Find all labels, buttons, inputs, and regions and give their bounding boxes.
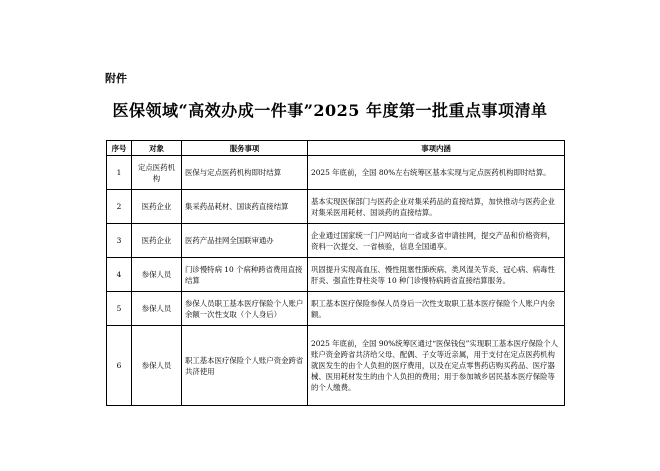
key-items-table (106, 140, 565, 406)
row-object: 定点医药机构 (132, 156, 182, 190)
row-content: 职工基本医疗保险参保人员身后一次性支取职工基本医疗保险个人账户内余额。 (308, 292, 565, 326)
attachment-label: 附件 (105, 72, 127, 85)
row-service: 门诊慢特病 10 个病种跨省费用直接结算 (182, 258, 308, 292)
row-object: 医药企业 (132, 224, 182, 258)
header-no: 序号 (107, 141, 132, 156)
row-no: 1 (107, 156, 132, 190)
table-row (107, 326, 565, 406)
table-row (107, 224, 565, 258)
table-row (107, 190, 565, 224)
row-no: 2 (107, 190, 132, 224)
row-content: 2025 年底前，全国 80%左右统筹区基本实现与定点医药机构即时结算。 (308, 156, 565, 190)
table-row (107, 292, 565, 326)
row-content: 2025 年底前，全国 90%统筹区通过“医保钱包”实现职工基本医疗保险个人账户资金跨省共济给父母、配偶、子女等近亲属，用于支付在定点医药机构就医发生的由个人负担的医疗费用，以及在定点零售药店购买药品、医疗器械、医用耗材发生的由个人负担的费用；用于参加城乡居民基本医疗保险等的个人缴费。 (308, 326, 565, 406)
table-row (107, 258, 565, 292)
row-service: 参保人员职工基本医疗保险个人账户余额一次性支取（个人身后） (182, 292, 308, 326)
row-service: 职工基本医疗保险个人账户资金跨省共济使用 (182, 326, 308, 406)
row-object: 参保人员 (132, 258, 182, 292)
row-no: 6 (107, 326, 132, 406)
row-object: 参保人员 (132, 292, 182, 326)
row-content: 企业通过国家统一门户网站向一省或多省申请挂网，提交产品和价格资料，资料一次提交、一省核验，信息全国通享。 (308, 224, 565, 258)
row-content: 基本实现医保部门与医药企业对集采药品的直接结算，加快推动与医药企业对集采医用耗材、国谈药的直接结算。 (308, 190, 565, 224)
row-service: 医保与定点医药机构即时结算 (182, 156, 308, 190)
row-no: 5 (107, 292, 132, 326)
row-no: 3 (107, 224, 132, 258)
header-object: 对象 (132, 141, 182, 156)
row-service: 集采药品耗材、国谈药直接结算 (182, 190, 308, 224)
row-object: 医药企业 (132, 190, 182, 224)
row-object: 参保人员 (132, 326, 182, 406)
header-service: 服务事项 (182, 141, 308, 156)
row-service: 医药产品挂网全国联审通办 (182, 224, 308, 258)
header-content: 事项内涵 (308, 141, 565, 156)
table-row (107, 156, 565, 190)
table-header-row (107, 141, 565, 156)
document-title: 医保领域“高效办成一件事”2025 年度第一批重点事项清单 (112, 101, 548, 120)
row-content: 巩固提升实现高血压、慢性阻塞性肺疾病、类风湿关节炎、冠心病、病毒性肝炎、强直性脊柱炎等 10 种门诊慢特病跨省直接结算服务。 (308, 258, 565, 292)
row-no: 4 (107, 258, 132, 292)
